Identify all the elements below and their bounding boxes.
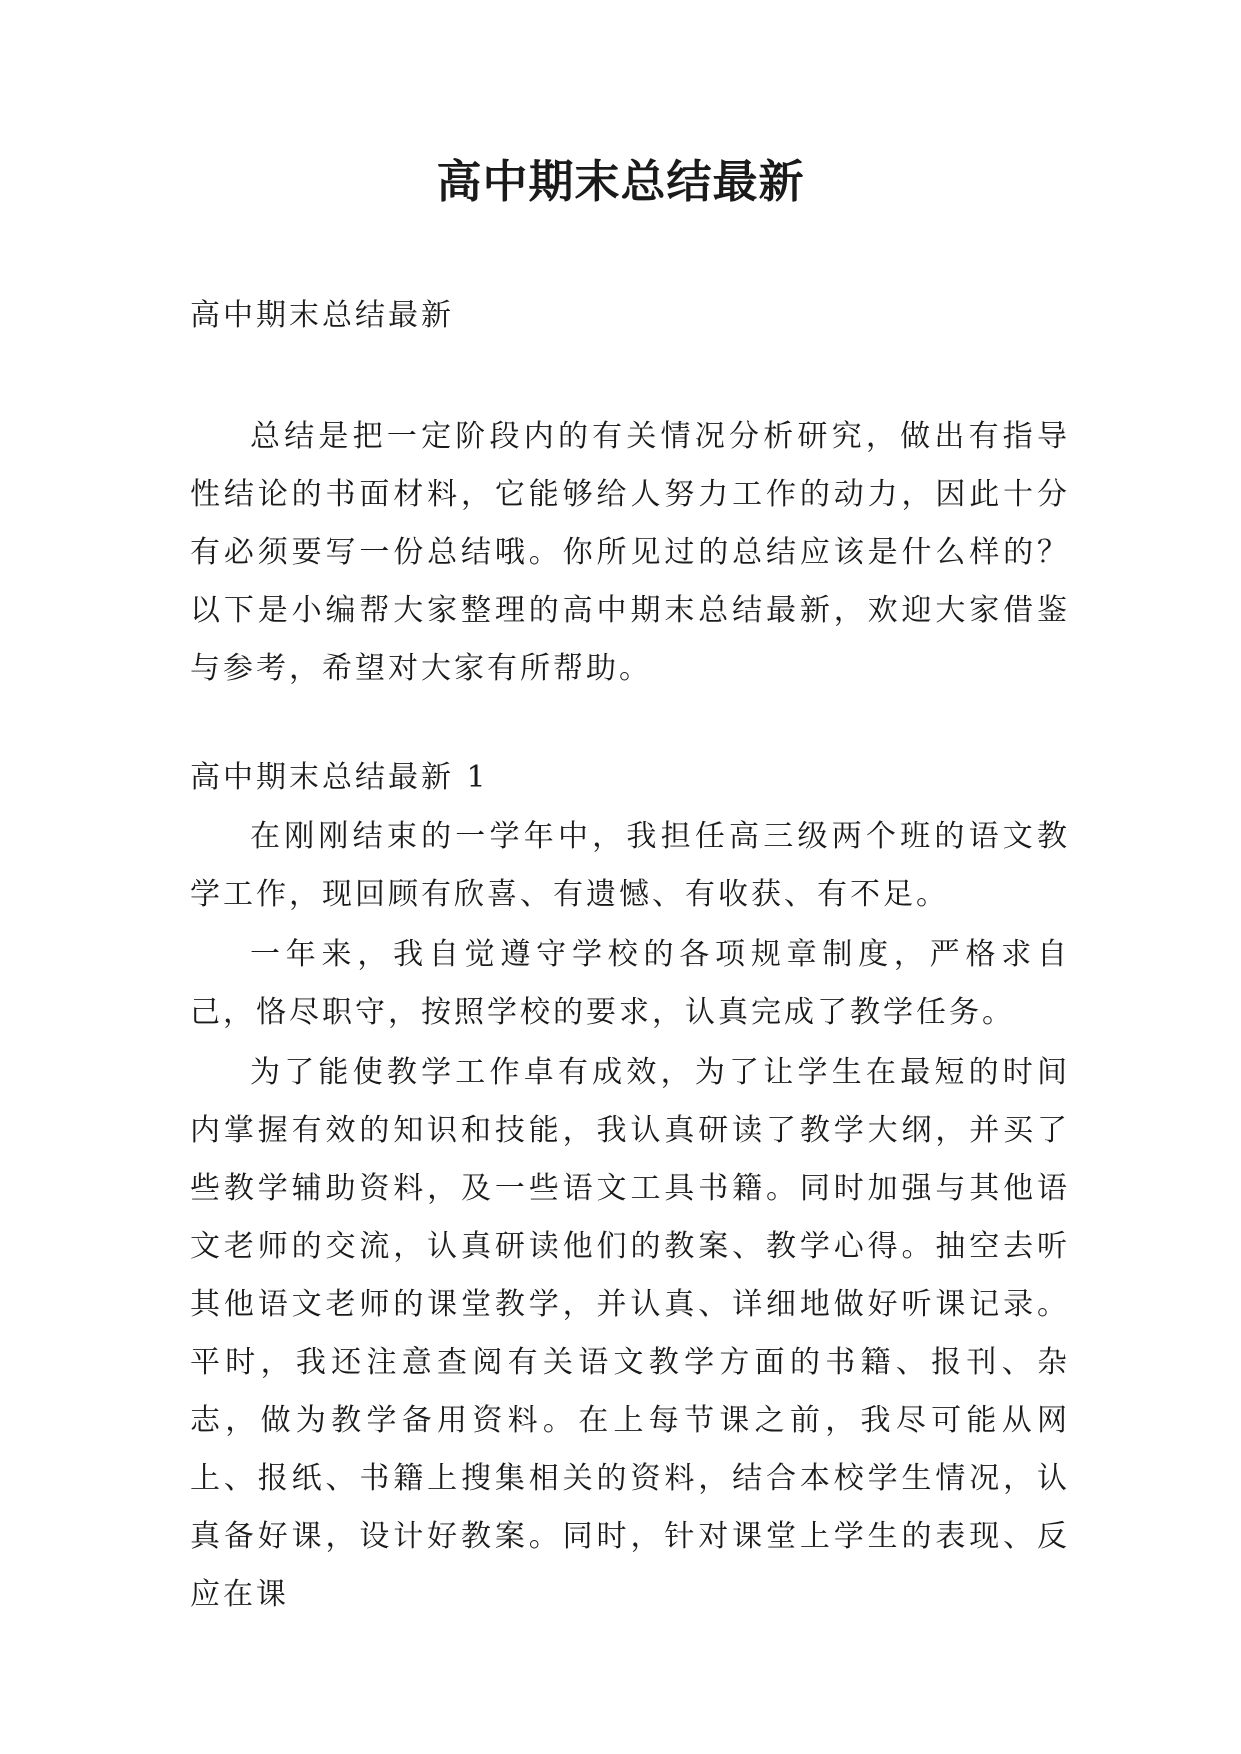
body-paragraph: 为了能使教学工作卓有成效，为了让学生在最短的时间内掌握有效的知识和技能，我认真研读了教学大纲，并买了些教学辅助资料，及一些语文工具书籍。同时加强与其他语文老师的交流，认真研读他们的教案、教学心得。抽空去听其他语文老师的课堂教学，并认真、详细地做好听课记录。平时，我还注意查阅有关语文教学方面的书籍、报刊、杂志，做为教学备用资料。在上每节课之前，我尽可能从网上、报纸、书籍上搜集相关的资料，结合本校学生情况，认真备好课，设计好教案。同时，针对课堂上学生的表现、反应在课 xyxy=(190,1055,1070,1612)
section-heading: 高中期末总结最新 1 xyxy=(190,760,489,795)
body-paragraph: 一年来，我自觉遵守学校的各项规章制度，严格求自己，恪尽职守，按照学校的要求，认真完成了教学任务。 xyxy=(190,937,1070,1030)
intro-paragraph: 总结是把一定阶段内的有关情况分析研究，做出有指导性结论的书面材料，它能够给人努力工作的动力，因此十分有必须要写一份总结哦。你所见过的总结应该是什么样的？以下是小编帮大家整理的高中期末总结最新，欢迎大家借鉴与参考，希望对大家有所帮助。 xyxy=(190,419,1070,686)
document-subtitle: 高中期末总结最新 xyxy=(190,298,454,333)
document-title: 高中期末总结最新 xyxy=(436,155,805,208)
body-paragraph: 在刚刚结束的一学年中，我担任高三级两个班的语文教学工作，现回顾有欣喜、有遗憾、有收获、有不足。 xyxy=(190,819,1070,912)
